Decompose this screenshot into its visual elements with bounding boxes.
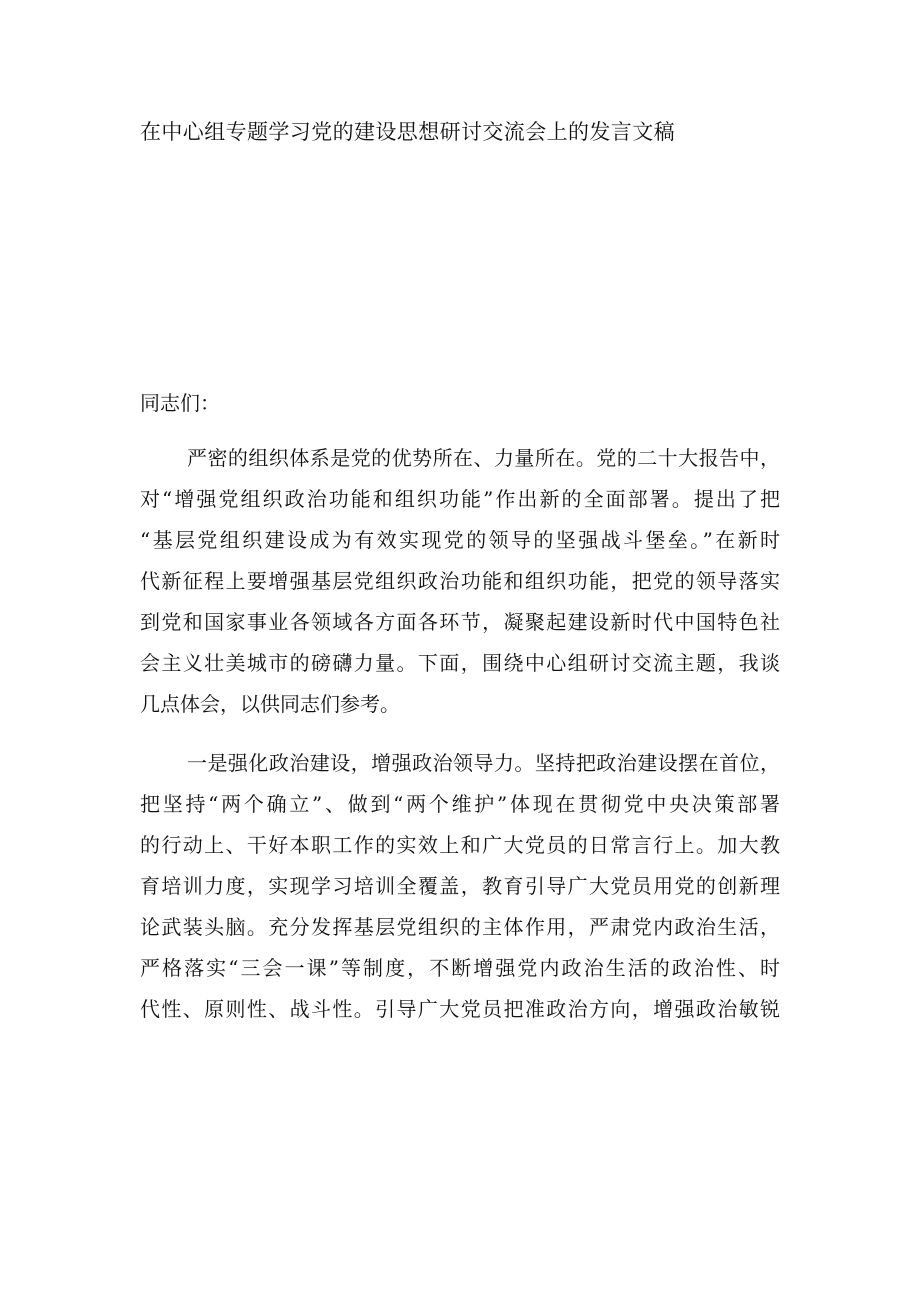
paragraph-spacing (140, 423, 780, 438)
text-line: 论武装头脑。充分发挥基层党组织的主体作用，严肃党内政治生活， (140, 915, 780, 939)
text-line: 一是强化政治建设，增强政治领导力。坚持把政治建设摆在首位， (187, 751, 780, 775)
text-line: “基层党组织建设成为有效实现党的领导的坚强战斗堡垒。”在新时 (140, 528, 780, 552)
text-line: 严密的组织体系是党的优势所在、力量所在。党的二十大报告中， (187, 446, 780, 470)
document-title: 在中心组专题学习党的建设思想研讨交流会上的发言文稿 (140, 120, 675, 144)
paragraph-1 (140, 438, 780, 725)
text-line: 会主义壮美城市的磅礴力量。下面，围绕中心组研讨交流主题，我谈 (140, 651, 780, 675)
paragraph-spacing (140, 725, 780, 743)
text-line: 严格落实“三会一课”等制度，不断增强党内政治生活的政治性、时 (140, 956, 780, 980)
text-line: 育培训力度，实现学习培训全覆盖，教育引导广大党员用党的创新理 (140, 874, 780, 898)
text-line: 几点体会，以供同志们参考。 (140, 692, 400, 716)
document-body (140, 383, 780, 1030)
text-line: 到党和国家事业各领域各方面各环节，凝聚起建设新时代中国特色社 (140, 610, 780, 634)
text-line: 把坚持“两个确立”、做到“两个维护”体现在贯彻党中央决策部署 (140, 792, 780, 816)
salutation: 同志们： (140, 391, 220, 415)
paragraph-2 (140, 743, 780, 1030)
text-line: 代性、原则性、战斗性。引导广大党员把准政治方向，增强政治敏锐 (140, 997, 780, 1021)
text-line: 对“增强党组织政治功能和组织功能”作出新的全面部署。提出了把 (140, 487, 780, 511)
text-line: 代新征程上要增强基层党组织政治功能和组织功能，把党的领导落实 (140, 569, 780, 593)
text-line: 的行动上、干好本职工作的实效上和广大党员的日常言行上。加大教 (140, 833, 780, 857)
